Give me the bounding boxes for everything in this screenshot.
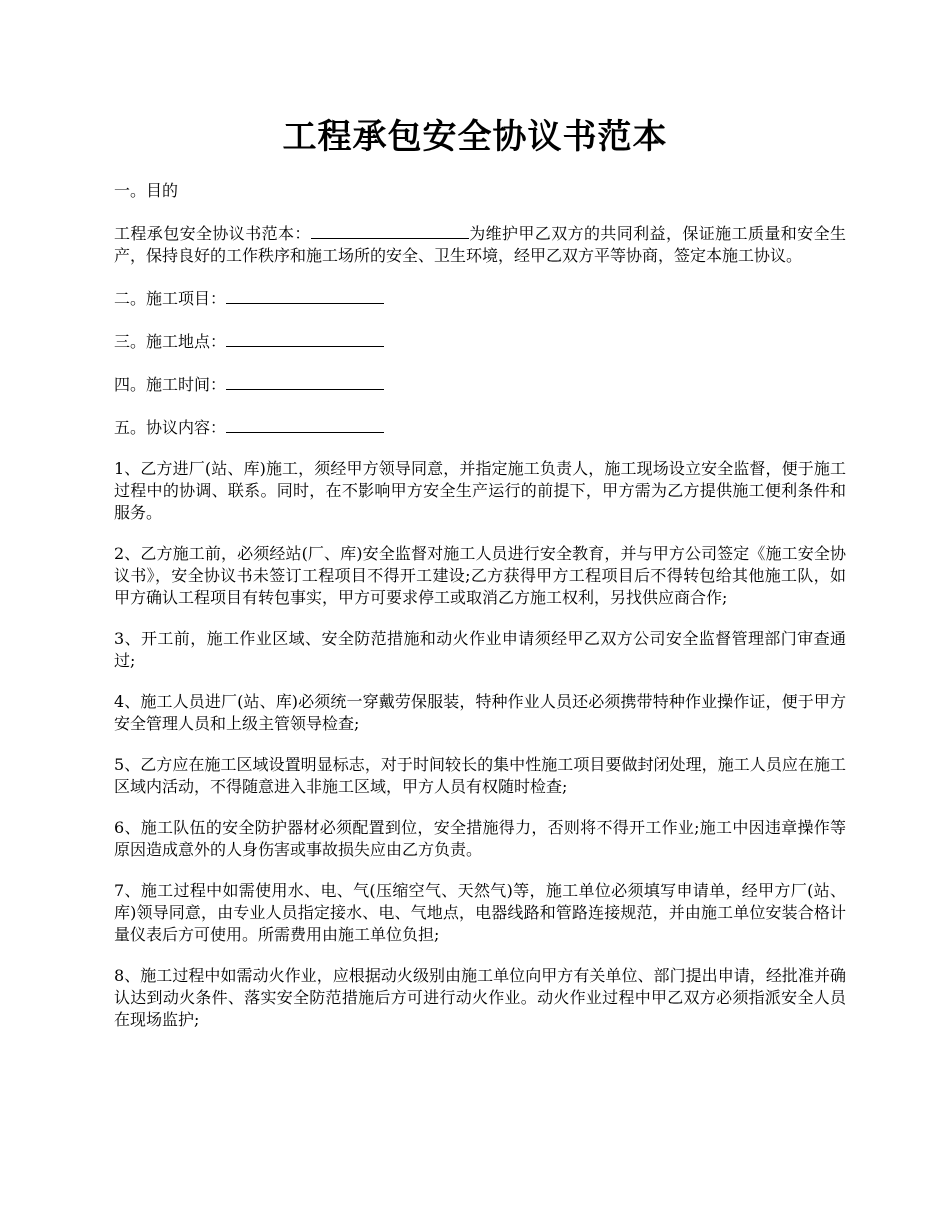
clause-paragraph: 4、施工人员进厂(站、库)必须统一穿戴劳保服装，特种作业人员还必须携带特种作业操作证，便于甲方安全管理人员和上级主管领导检查; xyxy=(114,692,846,733)
content-label: 五。协议内容： xyxy=(114,418,227,437)
location-blank-line[interactable] xyxy=(226,329,384,347)
document-title: 工程承包安全协议书范本 xyxy=(282,117,668,157)
purpose-paragraph xyxy=(114,221,846,267)
clause-paragraph: 5、乙方应在施工区域设置明显标志，对于时间较长的集中性施工项目要做封闭处理，施工人员应在施工区域内活动，不得随意进入非施工区域，甲方人员有权随时检查; xyxy=(114,755,846,796)
clause-paragraph: 6、施工队伍的安全防护器材必须配置到位，安全措施得力，否则将不得开工作业;施工中因违章操作等原因造成意外的人身伤害或事故损失应由乙方负责。 xyxy=(114,818,846,859)
project-label: 二。施工项目： xyxy=(114,289,227,308)
clause-paragraph: 7、施工过程中如需使用水、电、气(压缩空气、天然气)等，施工单位必须填写申请单，经甲方厂(站、库)领导同意，由专业人员指定接水、电、气地点，电器线路和管路连接规范，并由施工单位安装合格计量仪表后方可使用。所需费用由施工单位负担; xyxy=(114,881,846,944)
clause-paragraph: 2、乙方施工前，必须经站(厂、库)安全监督对施工人员进行安全教育，并与甲方公司签定《施工安全协议书》，安全协议书未签订工程项目不得开工建设;乙方获得甲方工程项目后不得转包给其他施工队，如甲方确认工程项目有转包事实，甲方可要求停工或取消乙方施工权利，另找供应商合作; xyxy=(114,544,846,607)
purpose-text: 为维护甲乙双方的共同利益，保证施工质量和安全生产，保持良好的工作秩序和施工场所的安全、卫生环境，经甲乙双方平等协商，签定本施工协议。 xyxy=(114,224,846,265)
clause-paragraph: 8、施工过程中如需动火作业，应根据动火级别由施工单位向甲方有关单位、部门提出申请，经批准并确认达到动火条件、落实安全防范措施后方可进行动火作业。动火作业过程中甲乙双方必须指派安全人员在现场监护; xyxy=(114,966,846,1029)
section-purpose-heading: 一。目的 xyxy=(114,181,179,200)
location-label: 三。施工地点： xyxy=(114,332,227,351)
project-blank-line[interactable] xyxy=(226,286,384,304)
location-field xyxy=(114,329,846,353)
content-blank-line[interactable] xyxy=(226,415,384,433)
clause-paragraph: 1、乙方进厂(站、库)施工，须经甲方领导同意，并指定施工负责人，施工现场设立安全监督，便于施工过程中的协调、联系。同时，在不影响甲方安全生产运行的前提下，甲方需为乙方提供施工便利条件和服务。 xyxy=(114,459,846,522)
time-label: 四。施工时间： xyxy=(114,375,227,394)
purpose-blank-line[interactable] xyxy=(311,221,469,239)
content-field xyxy=(114,415,846,439)
document-body xyxy=(114,180,846,1050)
project-field xyxy=(114,286,846,310)
time-blank-line[interactable] xyxy=(226,372,384,390)
time-field xyxy=(114,372,846,396)
purpose-prefix: 工程承包安全协议书范本： xyxy=(114,224,311,243)
clause-paragraph: 3、开工前，施工作业区域、安全防范措施和动火作业申请须经甲乙双方公司安全监督管理部门审查通过; xyxy=(114,629,846,670)
